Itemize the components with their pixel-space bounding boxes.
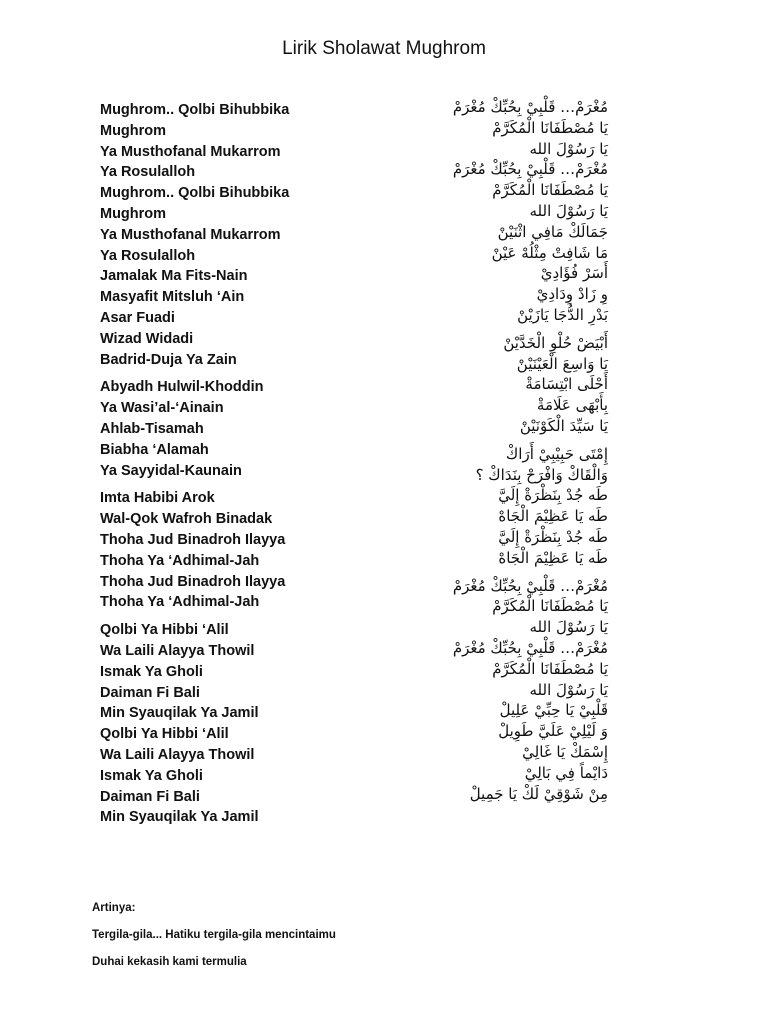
arabic-lyric-line: جَمَالَكْ مَافِي اثْنَيْنْ	[497, 222, 608, 241]
latin-lyric-line: Wizad Widadi	[100, 330, 194, 347]
arabic-lyric-line: يَا مُصْطَفَانَا الْمُكَرَّمْ	[492, 118, 608, 137]
stanza-gap	[400, 326, 608, 333]
arabic-lyrics-column	[400, 97, 608, 804]
arabic-lyric-line: مُغْرَمْ… قَلْبِيْ بِحُبِّكْ مُغْرَمْ	[452, 576, 608, 595]
latin-lyric-line: Imta Habibi Arok	[100, 490, 215, 507]
translation-section	[92, 898, 692, 979]
arabic-lyric-line: أَبْيَضْ حُلْوِ الْخَدَّيْنْ	[503, 333, 608, 352]
arabic-lyric-line: طَه يَا عَظِيْمَ الْجَاهْ	[498, 548, 608, 567]
latin-lyric-line: Ya Wasi’al-‘Ainain	[100, 400, 224, 417]
arabic-lyric-line: يَا رَسُوْلَ الله	[529, 680, 608, 699]
latin-lyric-line: Ya Rosulalloh	[100, 164, 196, 181]
arabic-lyric-line: مُغْرَمْ… قَلْبِيْ بِحُبِّكْ مُغْرَمْ	[452, 160, 608, 179]
latin-lyric-line: Ismak Ya Gholi	[100, 663, 203, 680]
stanza-gap	[100, 613, 440, 620]
latin-lyric-line: Thoha Ya ‘Adhimal-Jah	[100, 594, 260, 611]
translation-line: Duhai kekasih kami termulia	[92, 956, 247, 968]
arabic-lyric-line: إِمْتَى حَبِيْبِيْ أَرَاكْ	[505, 444, 608, 463]
latin-lyric-line: Badrid-Duja Ya Zain	[100, 351, 237, 368]
stanza-gap	[100, 481, 440, 488]
arabic-lyric-line: إِسْمَكْ يَا غَالِيْ	[522, 742, 608, 761]
latin-lyric-line: Wa Laili Alayya Thowil	[100, 642, 255, 659]
arabic-lyric-line: بَدْرِ الدُّجَا يَازَيْنْ	[517, 305, 608, 324]
latin-lyric-line: Thoha Ya ‘Adhimal-Jah	[100, 552, 260, 569]
arabic-lyric-line: قَلْبِيْ يَا حِبِّيْ عَلِيلْ	[499, 701, 608, 720]
stanza-gap	[400, 569, 608, 576]
latin-lyric-line: Min Syauqilak Ya Jamil	[100, 705, 259, 722]
latin-lyric-line: Ismak Ya Gholi	[100, 767, 203, 784]
arabic-lyric-line: مَا شَافِتْ مِثْلُهْ عَيْنْ	[491, 243, 608, 262]
latin-lyric-line: Ya Musthofanal Mukarrom	[100, 226, 281, 243]
arabic-lyric-line: يَا وَاسِعَ الْعَيْنَيْنْ	[516, 354, 608, 373]
translation-heading: Artinya:	[92, 902, 136, 914]
latin-lyric-line: Ahlab-Tisamah	[100, 420, 204, 437]
stanza-gap	[100, 370, 440, 377]
arabic-lyric-line: دَايْماً فِي بَالِيْ	[524, 763, 608, 782]
latin-lyric-line: Mughrom	[100, 122, 167, 139]
latin-lyric-line: Wal-Qok Wafroh Binadak	[100, 511, 273, 528]
latin-lyric-line: Daiman Fi Bali	[100, 684, 200, 701]
arabic-lyric-line: طَه يَا عَظِيْمَ الْجَاهْ	[498, 507, 608, 526]
arabic-lyric-line: مِنْ شَوْقِيْ لَكْ يَا جَمِيلْ	[469, 784, 608, 803]
latin-lyric-line: Qolbi Ya Hibbi ‘Alil	[100, 622, 229, 639]
latin-lyric-line: Ya Sayyidal-Kaunain	[100, 462, 242, 479]
arabic-lyric-line: يَا رَسُوْلَ الله	[529, 139, 608, 158]
arabic-lyric-line: أَحْلَى ابْتِسَامَةْ	[525, 375, 608, 394]
latin-lyric-line: Wa Laili Alayya Thowil	[100, 746, 255, 763]
stanza-gap	[400, 437, 608, 444]
latin-lyric-line: Asar Fuadi	[100, 309, 175, 326]
arabic-lyric-line: يَا مُصْطَفَانَا الْمُكَرَّمْ	[492, 659, 608, 678]
arabic-lyric-line: وِ زَادْ وِدَادِيْ	[536, 285, 608, 304]
arabic-lyric-line: يَا مُصْطَفَانَا الْمُكَرَّمْ	[492, 597, 608, 616]
arabic-lyric-line: يَا مُصْطَفَانَا الْمُكَرَّمْ	[492, 181, 608, 200]
arabic-lyric-line: مُغْرَمْ… قَلْبِيْ بِحُبِّكْ مُغْرَمْ	[452, 638, 608, 657]
arabic-lyric-line: أَسَرْ فُؤَادِيْ	[540, 264, 608, 283]
document-title: Lirik Sholawat Mughrom	[282, 38, 486, 59]
translation-line: Tergila-gila... Hatiku tergila-gila mencintaimu	[92, 929, 336, 941]
arabic-lyric-line: مُغْرَمْ… قَلْبِيْ بِحُبِّكْ مُغْرَمْ	[452, 98, 608, 116]
latin-lyric-line: Mughrom.. Qolbi Bihubbika	[100, 102, 290, 118]
latin-lyric-line: Ya Rosulalloh	[100, 247, 196, 264]
latin-lyric-line: Biabha ‘Alamah	[100, 441, 209, 458]
latin-lyric-line: Mughrom	[100, 205, 167, 222]
arabic-lyric-line: يَا سَيِّدَ الْكَوْنَيْنْ	[519, 416, 608, 435]
latin-lyric-line: Qolbi Ya Hibbi ‘Alil	[100, 726, 229, 743]
arabic-lyric-line: طَه جُدْ بِنَظْرَةْ إِلَيَّ	[498, 527, 608, 546]
latin-lyric-line: Masyafit Mitsluh ‘Ain	[100, 289, 245, 306]
latin-lyric-line: Min Syauqilak Ya Jamil	[100, 809, 259, 826]
latin-lyric-line: Thoha Jud Binadroh Ilayya	[100, 573, 286, 590]
latin-lyric-line: Abyadh Hulwil-Khoddin	[100, 379, 264, 396]
arabic-lyric-line: بِأَبْهَى عَلَامَةْ	[536, 396, 608, 415]
latin-lyric-line: Jamalak Ma Fits-Nain	[100, 268, 248, 285]
arabic-lyric-line: طَه جُدْ بِنَظْرَةْ إِلَيَّ	[498, 486, 608, 505]
latin-lyric-line: Mughrom.. Qolbi Bihubbika	[100, 185, 290, 202]
latin-lyric-line: Ya Musthofanal Mukarrom	[100, 143, 281, 160]
latin-lyric-line: Daiman Fi Bali	[100, 788, 200, 805]
arabic-lyric-line: يَا رَسُوْلَ الله	[529, 618, 608, 637]
arabic-lyric-line: وَالْقَاكْ وَافْرَحْ بِنَدَاكْ ؟	[475, 465, 608, 484]
arabic-lyric-line: وَ لَيْلِيْ عَلَيَّ طَوِيلْ	[498, 722, 608, 741]
latin-lyrics-column	[100, 100, 440, 828]
arabic-lyric-line: يَا رَسُوْلَ الله	[529, 201, 608, 220]
latin-lyric-line: Thoha Jud Binadroh Ilayya	[100, 531, 286, 548]
